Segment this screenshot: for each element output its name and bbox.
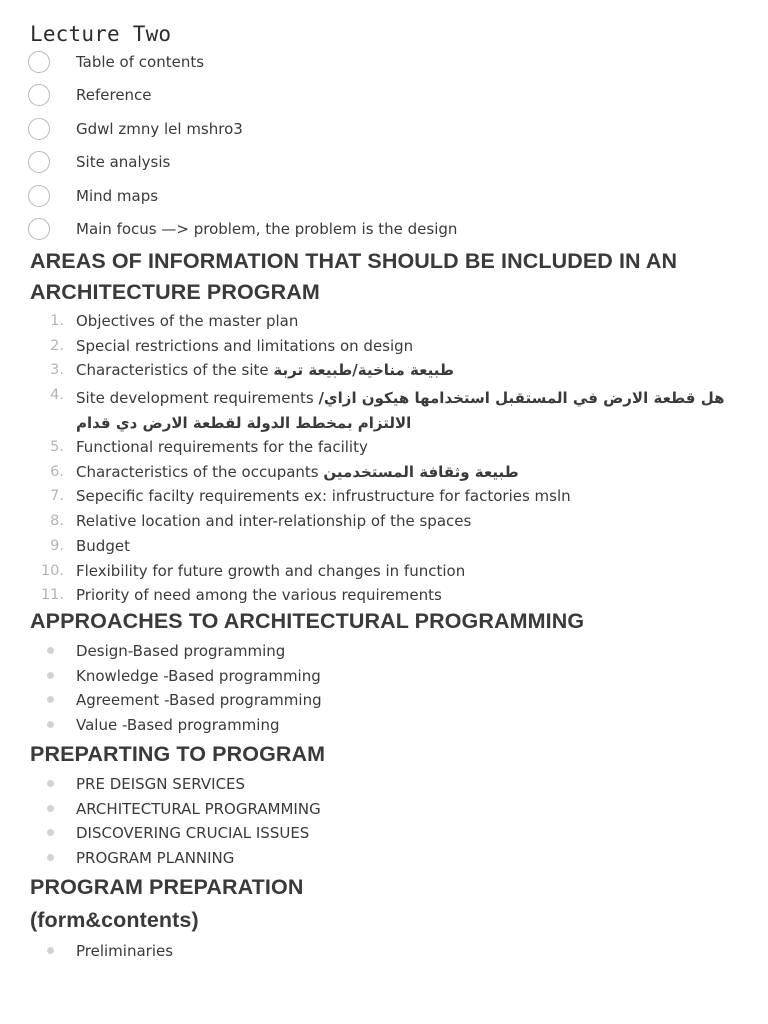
checkbox-circle[interactable] [28, 218, 50, 240]
bullet-dot [47, 829, 54, 836]
list-item-text: Knowledge -Based programming [76, 666, 321, 685]
section-heading-preparting: PREPARTING TO PROGRAM [30, 742, 326, 766]
numbered-list-item [0, 358, 768, 383]
list-item-english: Site development requirements [76, 389, 314, 408]
bullet-list-item [0, 688, 768, 713]
bullet-list-item [0, 846, 768, 871]
list-item-arabic: طبيعة وثقافة المستخدمين [323, 462, 519, 481]
heading-line: (form&contents) [30, 908, 199, 932]
page-title: Lecture Two [30, 22, 172, 46]
checkbox-circle[interactable] [28, 118, 50, 140]
bullet-list-item [0, 939, 768, 964]
list-item-arabic: هل قطعة الارض في المستقبل استخدامها هيكون ازاي/الالتزام بمخطط الدولة لقطعة الارض دي قدام [76, 389, 725, 432]
list-item-text: Value -Based programming [76, 715, 280, 734]
bullet-dot [47, 696, 54, 703]
list-number: 4. [50, 387, 64, 404]
checklist-item [0, 116, 768, 149]
list-item-text: Relative location and inter-relationship of the spaces [76, 512, 472, 531]
checklist-item-label: Gdwl zmny lel mshro3 [76, 119, 243, 138]
bullet-dot [47, 721, 54, 728]
checklist-item-label: Site analysis [76, 153, 171, 172]
bullet-list-item [0, 713, 768, 738]
list-number: 8. [50, 513, 64, 530]
list-number: 7. [50, 488, 64, 505]
checklist-item-label: Mind maps [76, 186, 159, 205]
list-item-text: PROGRAM PLANNING [76, 848, 235, 867]
list-number: 6. [50, 463, 64, 480]
preparting-bullet-list [0, 772, 768, 870]
bullet-dot [47, 805, 54, 812]
list-item-english: Characteristics of the site [76, 361, 269, 380]
bullet-dot [47, 854, 54, 861]
checkbox-circle[interactable] [28, 151, 50, 173]
checklist-item [0, 149, 768, 182]
list-number: 1. [50, 313, 64, 329]
list-item-text: Sepecific facilty requirements ex: infrustructure for factories msln [76, 487, 571, 506]
bullet-dot [47, 780, 54, 787]
list-number: 3. [50, 362, 64, 379]
bullet-list-item [0, 797, 768, 822]
list-item-arabic: طبيعة مناخية/طبيعة تربة [273, 361, 454, 380]
numbered-list-item [0, 559, 768, 584]
heading-line: PROGRAM PREPARATION [30, 875, 304, 899]
numbered-list-item [0, 509, 768, 534]
bullet-dot [47, 672, 54, 679]
preparation-bullet-list [0, 939, 768, 964]
checklist-item [0, 216, 768, 249]
heading-line: AREAS OF INFORMATION THAT SHOULD BE INCLUDED IN AN [30, 249, 678, 273]
list-item-text [76, 358, 736, 383]
list-item-text: Objectives of the master plan [76, 312, 299, 330]
numbered-list-item [0, 583, 768, 608]
checklist-item [0, 82, 768, 115]
numbered-list-item [0, 383, 768, 435]
list-item-text [76, 383, 736, 435]
numbered-list-item [0, 309, 768, 334]
list-number: 2. [50, 337, 64, 354]
numbered-list-item [0, 534, 768, 559]
section-heading-areas [30, 246, 677, 308]
numbered-list-item [0, 334, 768, 359]
numbered-list-item [0, 484, 768, 509]
checklist-item-label: Table of contents [76, 53, 205, 71]
list-number: 9. [50, 537, 64, 554]
list-item-text: ARCHITECTURAL PROGRAMMING [76, 799, 321, 818]
list-item-english: Characteristics of the occupants [76, 462, 319, 481]
heading-line: ARCHITECTURE PROGRAM [30, 280, 320, 304]
list-item-text: DISCOVERING CRUCIAL ISSUES [76, 824, 310, 843]
list-item-text: Flexibility for future growth and changes in function [76, 561, 466, 580]
bullet-list-item [0, 664, 768, 689]
bullet-list-item [0, 772, 768, 797]
list-item-text [76, 460, 736, 485]
areas-numbered-list [0, 309, 768, 608]
section-heading-preparation [30, 871, 303, 937]
bullet-list-item [0, 639, 768, 664]
list-item-text: Functional requirements for the facility [76, 438, 368, 457]
checklist [0, 49, 768, 249]
checkbox-circle[interactable] [28, 84, 50, 106]
list-item-text: Preliminaries [76, 942, 174, 960]
list-number: 11. [40, 587, 64, 604]
bullet-list-item [0, 821, 768, 846]
numbered-list-item [0, 435, 768, 460]
numbered-list-item [0, 460, 768, 485]
checkbox-circle[interactable] [28, 51, 50, 73]
list-item-text: Design-Based programming [76, 642, 286, 660]
approaches-bullet-list [0, 639, 768, 737]
list-number: 5. [50, 439, 64, 456]
checklist-item [0, 183, 768, 216]
section-heading-approaches: APPROACHES TO ARCHITECTURAL PROGRAMMING [30, 609, 585, 633]
checklist-item [0, 49, 768, 82]
bullet-dot [47, 647, 54, 654]
list-item-text: Agreement -Based programming [76, 691, 322, 710]
list-item-text: Special restrictions and limitations on design [76, 336, 414, 355]
checklist-item-label: Reference [76, 86, 152, 105]
list-item-text: Budget [76, 536, 130, 555]
list-item-text: Priority of need among the various requirements [76, 586, 442, 605]
checkbox-circle[interactable] [28, 185, 50, 207]
bullet-dot [47, 947, 54, 954]
list-item-text: PRE DEISGN SERVICES [76, 775, 246, 793]
list-number: 10. [40, 562, 64, 579]
checklist-item-label: Main focus —> problem, the problem is the design [76, 219, 458, 238]
